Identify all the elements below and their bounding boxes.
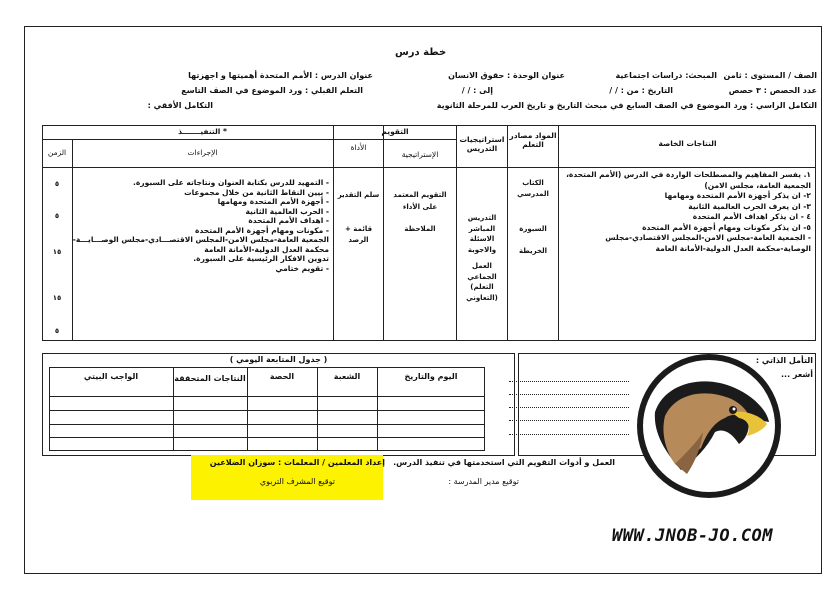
time-value: ٥ xyxy=(54,180,60,188)
procedure-line: تدوين الافكار الرئيسية على السبورة. xyxy=(193,254,329,263)
time-value: ١٥ xyxy=(52,294,62,302)
procedure-line: - مكونات ومهام أجهزة الأمم المتحدة xyxy=(195,225,329,235)
grade-level: الصف / المستوى : ثامن xyxy=(723,71,817,80)
procedures-list xyxy=(74,178,329,273)
page-title: خطة درس xyxy=(395,47,447,58)
header-outcomes: النتاجات الخاصة xyxy=(658,139,717,148)
strategy-item: الاسئلة xyxy=(469,235,495,243)
eval-tool-item: سلم التقدير xyxy=(337,191,380,199)
prepared-by: إعداد المعلمين / المعلمات : سوزان الضلاعين xyxy=(209,458,385,467)
procedure-line: - أجهزة الأمم المتحدة ومهامها xyxy=(217,197,329,206)
reflection-title: التأمل الذاتي : xyxy=(755,356,813,365)
header-procedures: الإجراءات xyxy=(187,148,218,157)
procedure-line: - تقويم ختامي xyxy=(275,263,329,273)
header-evaluation: التقويم xyxy=(381,127,409,136)
site-watermark: WWW.JNOB-JO.COM xyxy=(612,526,774,546)
strategy-item: العمل xyxy=(472,262,492,270)
strategy-item: المباشر xyxy=(468,224,496,233)
header-eval-strategy: الإستراتيجية xyxy=(401,150,439,159)
header-execution: التنفيـــــــذ * xyxy=(178,127,227,136)
time-value: ٥ xyxy=(54,212,60,220)
evaluation-tools: العمل و أدوات التقويم التي استخدمتها في تنفيذ الدرس. xyxy=(393,458,615,467)
horizontal-integration: التكامل الأفقي : xyxy=(147,101,213,110)
outcome-line: - الجمعية العامة-مجلس الامن-المجلس الاقتصادي-مجلس xyxy=(605,233,811,242)
strategy-item: التعاوني) xyxy=(466,293,498,302)
eval-strategy-item: الملاحظة xyxy=(404,225,436,233)
strategy-item: التدريس xyxy=(467,214,497,222)
header-time: الزمن xyxy=(47,148,67,157)
outcome-line: ٤ - ان يذكر اهداف الأمم المتحدة xyxy=(692,212,811,221)
eval-strategy-item: التقويم المعتمد xyxy=(393,191,447,199)
followup-title: ( جدول المتابعة اليومي ) xyxy=(229,355,328,364)
material-item: السبورة xyxy=(519,225,547,233)
outcome-line: ٥- ان يذكر مكونات ومهام أجهزة الأمم المتحدة xyxy=(642,222,811,232)
procedure-line: محكمة العدل الدولية-الأمانة العامة xyxy=(204,244,329,254)
outcome-line: ٣- ان يعرف الحرب العالمية الثانية xyxy=(688,201,811,211)
material-item: الخريطة xyxy=(518,247,548,255)
outcome-line: ١. يفسر المفاهيم والمصطلحات الواردة في الدرس (الأمم المتحدة، xyxy=(566,170,811,179)
header-eval-tool: الأداة xyxy=(350,143,367,152)
strategies-list xyxy=(458,213,506,303)
header-materials: المواد مصادر التعلم xyxy=(509,131,557,149)
periods-count: عدد الحصص : ٣ حصص xyxy=(728,86,817,95)
vertical-integration: التكامل الراسي : ورد الموضوع في الصف السابع في مبحث التاريخ و تاريخ العرب للمرحلة الثانوية xyxy=(436,101,817,110)
eagle-logo xyxy=(635,352,783,500)
followup-col-period: الحصة xyxy=(269,372,295,381)
unit-title: عنوان الوحدة : حقوق الانسان xyxy=(448,71,565,80)
principal-signature: توقيع مدير المدرسة : xyxy=(448,477,519,486)
procedure-line: - التمهيد للدرس بكتابة العنوان ونتاجاته على السبورة. xyxy=(133,178,329,187)
followup-col-date: اليوم والتاريخ xyxy=(404,372,458,381)
strategy-item: (التعلم xyxy=(470,283,494,291)
eval-tool-item: الرصد xyxy=(348,236,369,244)
header-strategies: استراتيجيات التدريس xyxy=(459,135,505,153)
procedure-line: - بيين النقاط الثانية من خلال مجموعات xyxy=(184,187,329,197)
followup-col-homework: الواجب البيتي xyxy=(83,372,139,381)
reflection-feel: أشعر ... xyxy=(780,370,813,379)
prior-learning: التعلم القبلي : ورد الموضوع في الصف التاسع xyxy=(181,86,363,95)
time-value: ٥ xyxy=(54,327,60,335)
outcomes-list xyxy=(561,170,811,254)
time-value: ١٥ xyxy=(52,248,62,256)
procedure-line: - اهداف الأمم المتحدة xyxy=(248,216,329,225)
strategy-item: والاجوبة xyxy=(467,245,497,254)
strategy-item: الجماعي xyxy=(467,272,497,281)
outcome-line: ٢- ان يذكر أجهزة الأمم المتحدة ومهامها xyxy=(664,191,811,200)
followup-col-outcomes: النتاجات المتحققة xyxy=(174,374,246,383)
date-to: إلى : / / xyxy=(461,86,493,95)
outcome-line: الجمعية العامة، مجلس الامن) xyxy=(704,180,811,190)
subject: المبحث: دراسات اجتماعية xyxy=(615,71,717,80)
procedure-line: - الحرب العالمية الثانية xyxy=(245,206,329,216)
supervisor-signature: توقيع المشرف التربوي xyxy=(259,477,335,486)
eval-tool-item: + قائمة xyxy=(344,225,373,233)
outcome-line: الوصاية-محكمة العدل الدولية-الأمانة العامة xyxy=(655,243,811,253)
lesson-title: عنوان الدرس : الأمم المتحدة أهميتها و اجهزتها xyxy=(188,71,373,80)
eval-strategy-item: على الأداء xyxy=(402,203,438,211)
material-item: الكتاب xyxy=(522,179,544,187)
date-from: التاريخ : من : / / xyxy=(609,86,673,95)
material-item: المدرسي xyxy=(517,190,549,198)
procedure-line: الجمعية العامة-مجلس الامن-المجلس الاقتصـــادي-مجلس الوصـــايـــة- xyxy=(72,235,329,244)
followup-col-section: الشعبة xyxy=(333,372,361,381)
